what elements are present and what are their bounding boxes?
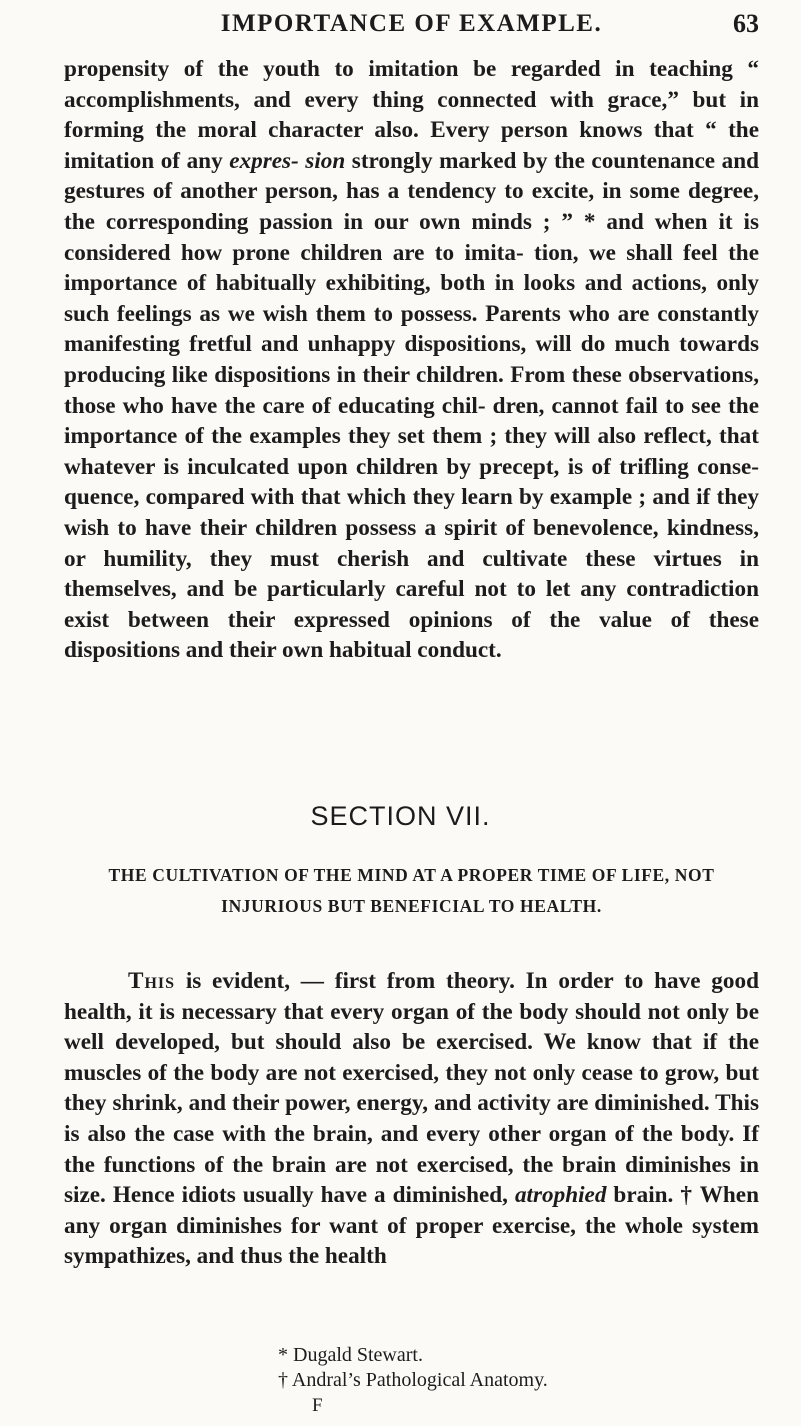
paragraph-imitation [64, 54, 759, 666]
footnote-andral: † Andral’s Pathological Anatomy. [278, 1369, 548, 1391]
paragraph-text: is evident, — first from theory. In order to have good health, it is necessary that every organ of the body should not only be well developed, but should also be exercised. We know that if the muscles of the body are not exercised, they not only cease to grow, but they shrink, and their power, energy, and activity are diminished. This is also the case with the brain, and every other organ of the body. If the functions of the brain are not exercised, the brain diminishes in size. Hence idiots usually have a diminished, [64, 968, 759, 1209]
italic-emphasis: expres- sion [229, 147, 346, 174]
footnote-dugald-stewart: * Dugald Stewart. [278, 1344, 423, 1366]
italic-emphasis: atrophied [514, 1182, 607, 1209]
section-heading: SECTION VII. [310, 801, 491, 831]
footnotes [0, 1343, 801, 1393]
page-header [64, 4, 759, 44]
signature-mark: F [312, 1395, 323, 1416]
paragraph-health [64, 966, 759, 1272]
running-title: IMPORTANCE OF EXAMPLE. [220, 10, 603, 37]
paragraph-text: brain. † When any organ diminishes for want of proper exercise, the whole system sympathizes, and thus the health [64, 1182, 759, 1270]
lead-word: This [128, 968, 176, 994]
section-subtitle: THE CULTIVATION OF THE MIND AT A PROPER TIME OF LIFE, NOT INJURIOUS BUT BENEFICIAL TO HEALTH. [108, 865, 715, 916]
paragraph-text: propensity of the youth to imitation be regarded in teaching “ accomplishments, and every thing connected with grace,” but in forming the moral character also. Every person knows that “ the imitation of any [64, 56, 759, 174]
paragraph-text: strongly marked by the countenance and gestures of another person, has a tendency to excite, in some degree, the corresponding passion in our own minds ; ” * and when it is considered how prone children are to imita- tion, we shall feel the importance of habitually exhibiting, both in looks and actions, only such feelings as we wish them to possess. Parents who are constantly manifesting fretful and unhappy dispositions, will do much towards producing like dispositions in their children. From these observations, those who have the care of educating chil- dren, cannot fail to see the importance of the examples they set them ; they will also reflect, that whatever is inculcated upon children by precept, is of trifling conse- quence, compared with that which they learn by example ; and if they wish to have their children possess a spirit of benevolence, kindness, or humility, they must cherish and cultivate these virtues in themselves, and be particularly careful not to let any contradiction exist between their expressed opinions of the value of these dispositions and their own habitual conduct. [64, 147, 760, 664]
page-number: 63 [733, 9, 759, 38]
